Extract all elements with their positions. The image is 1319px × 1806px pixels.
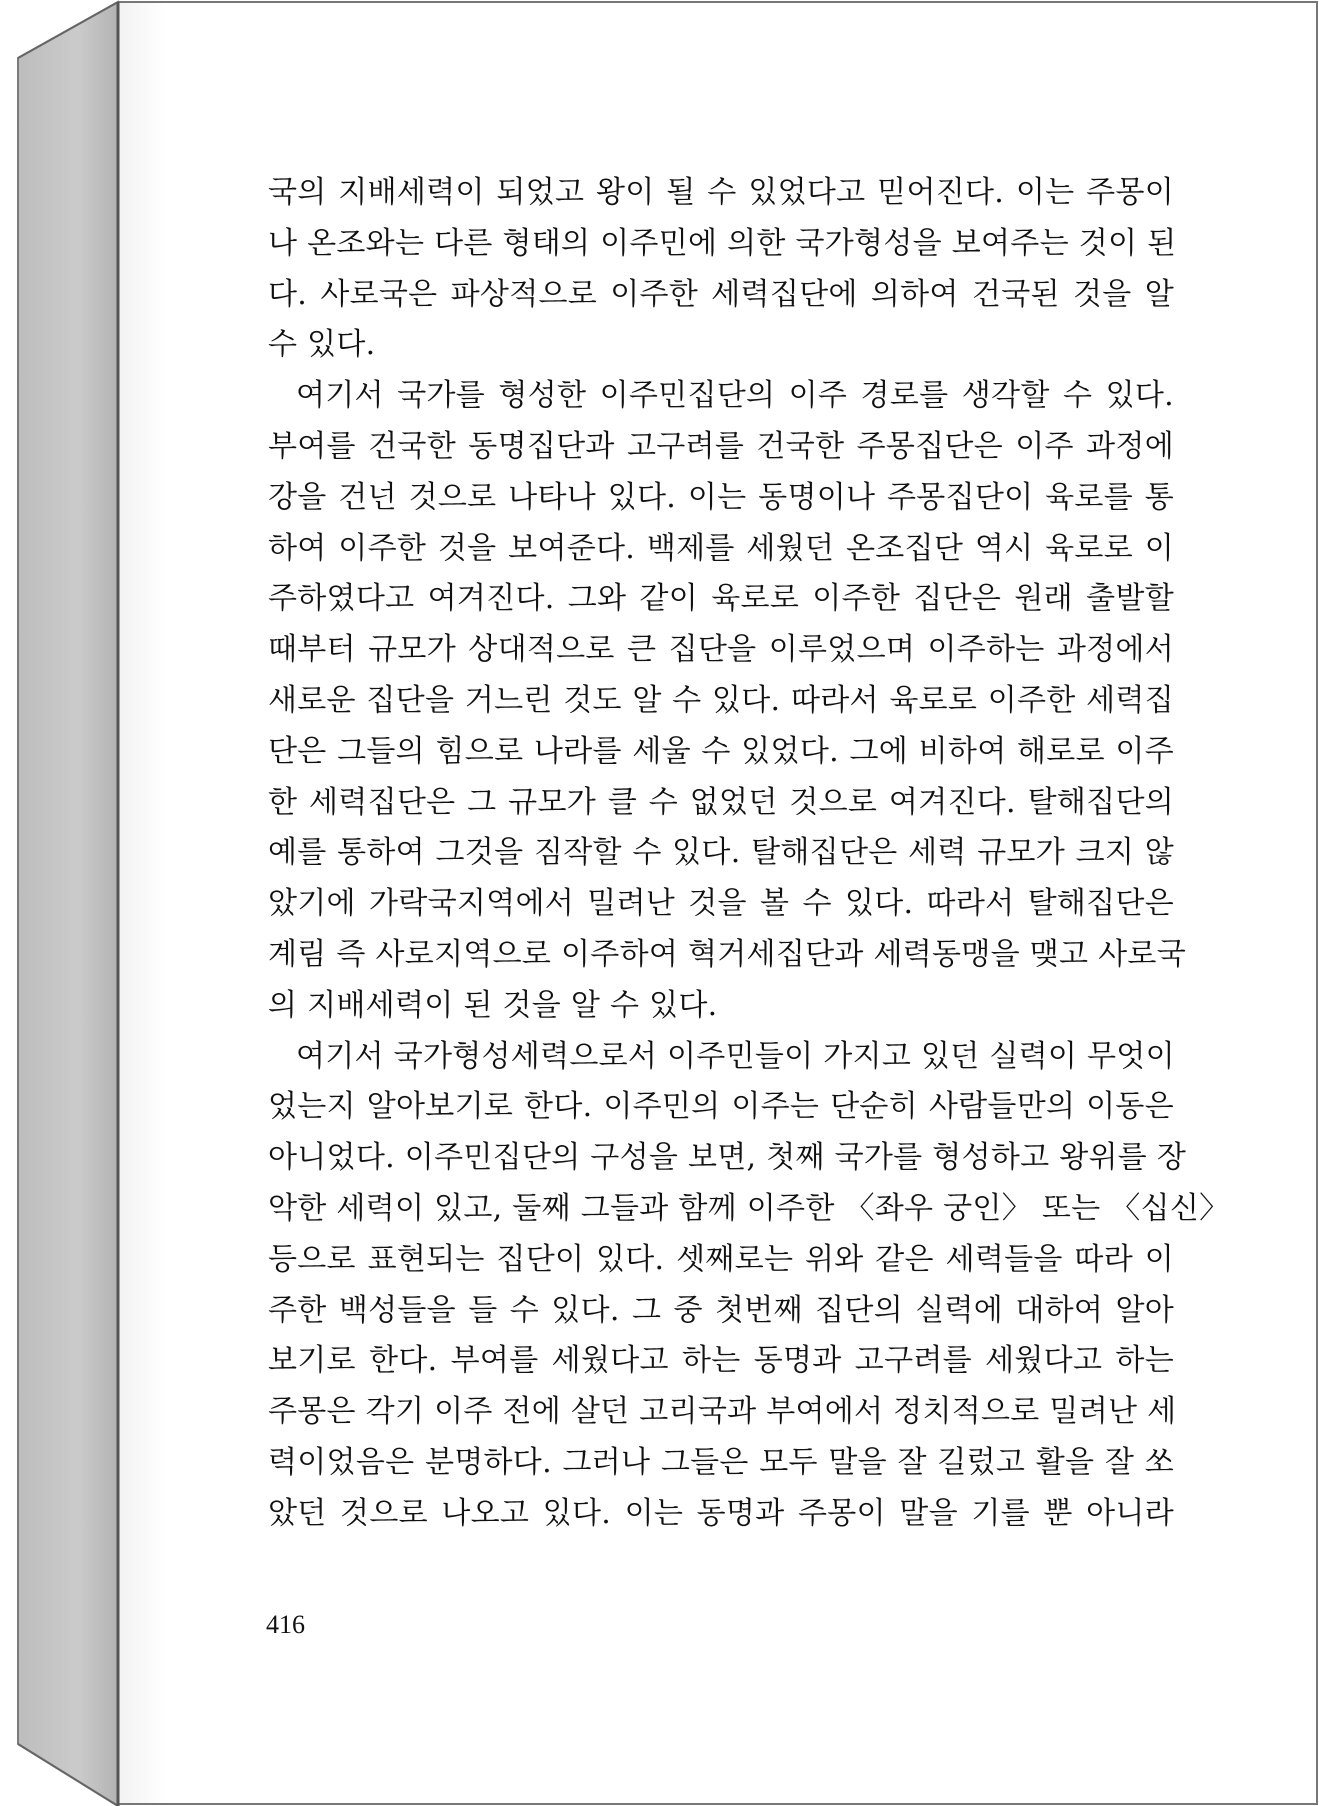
text-line: 나 온조와는 다른 형태의 이주민에 의한 국가형성을 보여주는 것이 된: [268, 225, 1177, 261]
text-line: 주몽은 각기 이주 전에 살던 고리국과 부여에서 정치적으로 밀려난 세: [268, 1394, 1177, 1430]
text-line: 었는지 알아보기로 한다. 이주민의 이주는 단순히 사람들만의 이동은: [268, 1089, 1174, 1125]
text-line: 의 지배세력이 된 것을 알 수 있다.: [268, 987, 718, 1023]
text-line: 강을 건넌 것으로 나타나 있다. 이는 동명이나 주몽집단이 육로를 통: [268, 479, 1174, 515]
text-line: 국의 지배세력이 되었고 왕이 될 수 있었다고 믿어진다. 이는 주몽이: [268, 175, 1174, 210]
text-line: 여기서 국가형성세력으로서 이주민들이 가지고 있던 실력이 무엇이: [296, 1038, 1175, 1074]
paragraph-3: [268, 1032, 1230, 1540]
paragraph-1: [268, 168, 1177, 371]
text-line: 예를 통하여 그것을 짐작할 수 있다. 탈해집단은 세력 규모가 크지 않: [268, 835, 1174, 871]
page-body: [268, 168, 1230, 1540]
text-line: 다. 사로국은 파상적으로 이주한 세력집단에 의하여 건국된 것을 알: [268, 276, 1174, 312]
text-line: 보기로 한다. 부여를 세웠다고 하는 동명과 고구려를 세웠다고 하는: [268, 1343, 1174, 1379]
text-line: 주하였다고 여겨진다. 그와 같이 육로로 이주한 집단은 원래 출발할: [268, 581, 1174, 617]
page-number: 416: [266, 1610, 305, 1639]
text-line: 새로운 집단을 거느린 것도 알 수 있다. 따라서 육로로 이주한 세력집: [268, 682, 1174, 718]
text-line: 여기서 국가를 형성한 이주민집단의 이주 경로를 생각할 수 있다.: [296, 378, 1174, 414]
text-line: 았기에 가락국지역에서 밀려난 것을 볼 수 있다. 따라서 탈해집단은: [268, 886, 1174, 922]
text-line: 계림 즉 사로지역으로 이주하여 혁거세집단과 세력동맹을 맺고 사로국: [268, 936, 1186, 972]
text-line: 하여 이주한 것을 보여준다. 백제를 세웠던 온조집단 역시 육로로 이: [268, 530, 1174, 566]
text-line: 아니었다. 이주민집단의 구성을 보면, 첫째 국가를 형성하고 왕위를 장: [268, 1140, 1187, 1176]
text-line: 한 세력집단은 그 규모가 클 수 없었던 것으로 여겨진다. 탈해집단의: [268, 784, 1174, 820]
text-line: 주한 백성들을 들 수 있다. 그 중 첫번째 집단의 실력에 대하여 알아: [268, 1292, 1174, 1328]
text-line: 등으로 표현되는 집단이 있다. 셋째로는 위와 같은 세력들을 따라 이: [268, 1241, 1174, 1277]
paragraph-2: [268, 371, 1186, 1031]
text-line: 단은 그들의 힘으로 나라를 세울 수 있었다. 그에 비하여 해로로 이주: [268, 733, 1174, 769]
text-line: 악한 세력이 있고, 둘째 그들과 함께 이주한 〈좌우 궁인〉 또는 〈십신〉: [268, 1190, 1230, 1226]
text-line: 때부터 규모가 상대적으로 큰 집단을 이루었으며 이주하는 과정에서: [268, 632, 1174, 668]
text-line: 부여를 건국한 동명집단과 고구려를 건국한 주몽집단은 이주 과정에: [268, 428, 1174, 464]
text-line: 수 있다.: [268, 327, 376, 363]
text-line: 력이었음은 분명하다. 그러나 그들은 모두 말을 잘 길렀고 활을 잘 쏘: [268, 1444, 1174, 1480]
book-spine: [18, 2, 118, 1806]
text-line: 았던 것으로 나오고 있다. 이는 동명과 주몽이 말을 기를 뿐 아니라: [268, 1495, 1174, 1531]
